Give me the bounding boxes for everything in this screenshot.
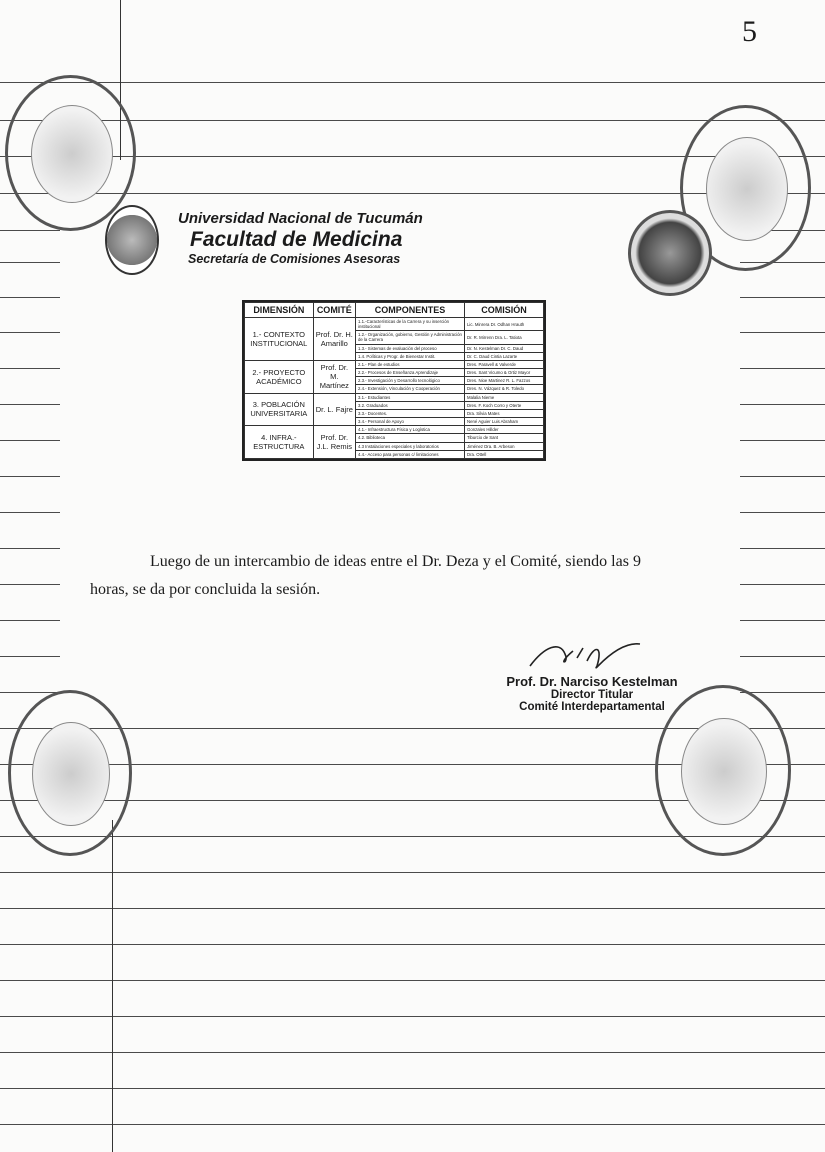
dimension-cell: 3. POBLACIÓN UNIVERSITARIA [245,393,314,426]
component-cell: 4.4.- Acceso para personas c/ limitaciones [356,450,465,458]
dimension-cell: 1.- CONTEXTO INSTITUCIONAL [245,318,314,361]
commission-cell: Dra. Ottell [465,450,544,458]
secretariat-name: Secretaría de Comisiones Asesoras [188,252,401,267]
dimension-cell: 2.- PROYECTO ACADÉMICO [245,360,314,393]
header-components: COMPONENTES [356,303,465,318]
committee-cell: Dr. L. Fajre [313,393,355,426]
dimension-cell: 4. INFRA.- ESTRUCTURA [245,426,314,459]
commission-cell: Jiménez Dra. B. Arbeson [465,442,544,450]
commission-cell: Dres. F. Koch Corro y Oterte [465,401,544,409]
committee-cell: Prof. Dr. H. Amarillo [313,318,355,361]
closing-paragraph [90,548,690,604]
table-row [245,360,544,368]
committee-cell: Prof. Dr. J.L. Remis [313,426,355,459]
commission-cell: Dra. Silvia Mates [465,409,544,417]
letterhead [178,210,423,266]
commission-cell: Dres. N. Vázquez & R. Toledo [465,385,544,393]
university-stamp-top-left [5,75,136,231]
commission-cell: Dr. C. Daud Cintia Lazarte [465,352,544,360]
table-row [245,318,544,331]
commission-cell: Dr. R. Mirrenn Dra. L. Tatiota [465,331,544,344]
faculty-logo [105,205,159,275]
commission-cell: Dres. Nioe Martinez R. L. Fazzos [465,377,544,385]
component-cell: 1.3.- Sistemas de evaluación del proceso [356,344,465,352]
component-cell: 3.1.- Estudiantes [356,393,465,401]
commission-cell: Tiburcio de Sant [465,434,544,442]
university-stamp-bottom-left [8,690,132,856]
commission-cell: Nené Aguier Luis Abraham [465,418,544,426]
component-cell: 2.2.- Procesos de Enseñanza Aprendizaje [356,369,465,377]
faculty-name: Facultad de Medicina [190,228,403,251]
signatory-title: Director Titular [550,689,634,701]
component-cell: 4.1.- Infraestructura Física y Logística [356,426,465,434]
component-cell: 4.2. Biblioteca [356,434,465,442]
university-name: Universidad Nacional de Tucumán [178,210,423,227]
signatory-committee: Comité Interdepartamental [519,701,665,713]
header-commission: COMISIÓN [465,303,544,318]
commission-cell: Lic. Minrera Dr. Odhan Hrauth [465,318,544,331]
component-cell: 4.3 Instalaciones especiales y laboratorios [356,442,465,450]
component-cell: 3.3.- Docentes. [356,409,465,417]
faculty-photo-stamp [628,210,712,296]
component-cell: 2.1.- Plan de estudios [356,360,465,368]
page-number: 5 [742,15,757,48]
component-cell: 3.4.- Personal de Apoyo [356,418,465,426]
component-cell: 1.2.- Organización, gobierno, Gestión y Administración de la Carrera [356,331,465,344]
commission-cell: Dr. N. Kestelman Dr. C. Daud [465,344,544,352]
signatory-name: Prof. Dr. Narciso Kestelman [506,674,678,689]
commission-cell: Malalia Nieme [465,393,544,401]
component-cell: 1.4. Políticas y Progr. de Bienestar Instit. [356,352,465,360]
signature-block [492,636,692,713]
commission-cell: Gonzales Hillder [465,426,544,434]
component-cell: 3.2. Graduados [356,401,465,409]
commission-cell: Dres. Sant Vicumo & Ortiz Mayor [465,369,544,377]
component-cell: 1.1.-Características de la Carrera y su inserción institucional [356,318,465,331]
commission-cell: Dres. Paravell & Valverde [465,360,544,368]
header-committee: COMITÉ [313,303,355,318]
committee-table [242,300,546,461]
paragraph-line-2: horas, se da por concluida la sesión. [90,581,321,598]
committee-cell: Prof. Dr. M. Martínez [313,360,355,393]
paragraph-line-1: Luego de un intercambio de ideas entre el Dr. Deza y el Comité, siendo las 9 [150,553,641,570]
table-row [245,393,544,401]
table-header-row [245,303,544,318]
component-cell: 2.3.- Investigación y Desarrollo tecnológico [356,377,465,385]
header-dimension: DIMENSIÓN [245,303,314,318]
component-cell: 2.4.- Extensión, Vinculación y Cooperación [356,385,465,393]
table-row [245,426,544,434]
